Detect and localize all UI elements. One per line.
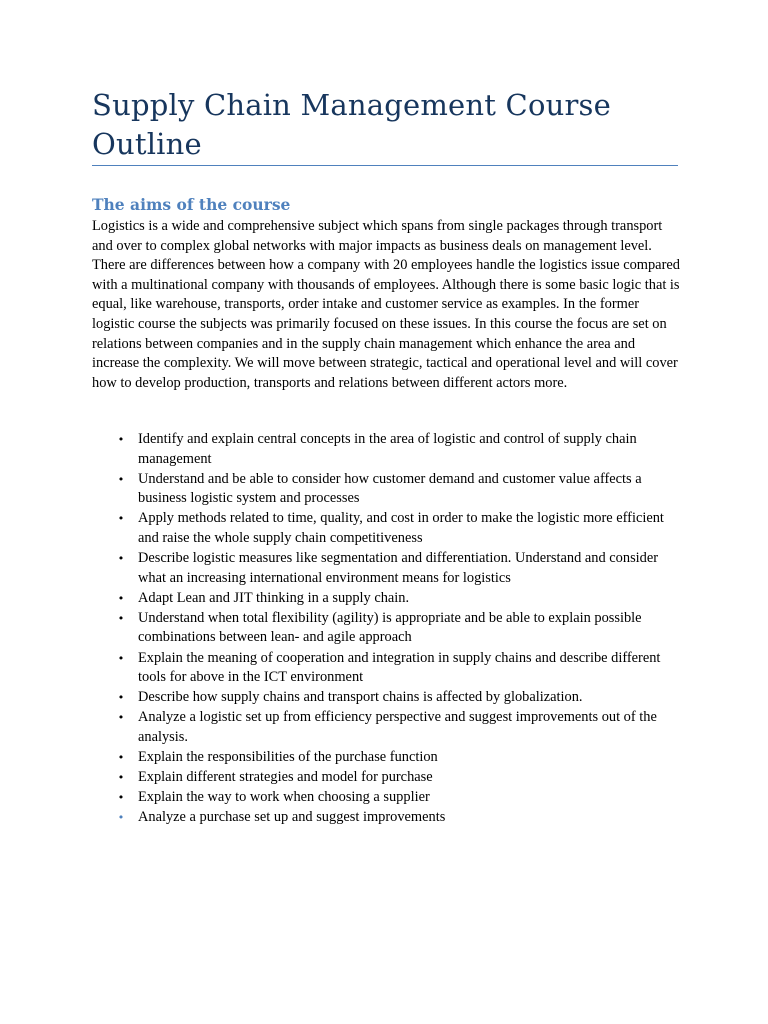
aim-item [92, 589, 682, 609]
aim-text: Explain different strategies and model for purchase [138, 769, 433, 786]
bullet-icon: • [117, 611, 125, 625]
aim-item [92, 808, 682, 828]
bullet-icon: • [117, 651, 125, 665]
aim-text: Adapt Lean and JIT thinking in a supply chain. [138, 589, 410, 606]
aim-item [92, 788, 682, 808]
bullet-icon: • [117, 591, 125, 605]
bullet-icon: • [117, 771, 125, 785]
aim-text: Describe how supply chains and transport chains is affected by globalization. [138, 689, 583, 706]
bullet-icon: • [117, 552, 125, 566]
aim-text: Identify and explain central concepts in the area of logistic and control of supply chain management [138, 431, 637, 467]
aim-item [92, 509, 682, 548]
title-divider [92, 165, 678, 166]
aim-item [92, 688, 682, 708]
bullet-icon: • [117, 811, 125, 825]
aim-text: Analyze a purchase set up and suggest improvements [138, 809, 446, 826]
aim-text: Explain the meaning of cooperation and integration in supply chains and describe different tools for above in the ICT environment [138, 649, 661, 686]
aim-text: Analyze a logistic set up from efficiency perspective and suggest improvements out of the analysis. [138, 709, 657, 745]
aim-item [92, 470, 682, 509]
aim-item [92, 609, 682, 648]
aim-text: Apply methods related to time, quality, and cost in order to make the logistic more efficient and raise the whole supply chain competitiveness [138, 510, 664, 546]
document-title: Supply Chain Management Course Outline [92, 88, 611, 161]
bullet-icon: • [117, 691, 125, 705]
aim-text: Understand when total flexibility (agility) is appropriate and be able to explain possible combinations between lean- and agile approach [138, 609, 642, 646]
intro-paragraph: Logistics is a wide and comprehensive subject which spans from single packages through transport and over to complex global networks with major impacts as business deals on management level. There are differences between how a company with 20 employees handle the logistics issue compared with a multinational company with thousands of employees. Although there is some basic logic that is equal, like warehouse, transports, order intake and customer service as examples. In the former logistic course the subjects was primarily focused on these issues. In this course the focus are set on relations between companies and in the supply chain management which enhance the area and increase the complexity. We will move between strategic, tactical and operational level and will cover how to develop production, transports and relations between different actors more. [92, 218, 680, 391]
aim-item [92, 549, 682, 588]
aim-item [92, 649, 682, 688]
aim-text: Understand and be able to consider how customer demand and customer value affects a business logistic system and processes [138, 470, 642, 507]
bullet-icon: • [117, 751, 125, 764]
aim-text: Describe logistic measures like segmentation and differentiation. Understand and consider what an increasing international environment means for logistics [138, 550, 659, 586]
bullet-icon: • [117, 791, 125, 805]
aim-item [92, 748, 682, 768]
aim-text: Explain the way to work when choosing a supplier [138, 789, 430, 806]
bullet-icon: • [117, 472, 125, 486]
aims-list [92, 430, 682, 828]
aim-text: Explain the responsibilities of the purchase function [138, 749, 438, 765]
bullet-icon: • [117, 512, 125, 526]
bullet-icon: • [117, 433, 125, 446]
aim-item [92, 708, 682, 747]
bullet-icon: • [117, 711, 125, 725]
aim-item [92, 430, 682, 469]
aim-item [92, 768, 682, 788]
section-heading: The aims of the course [92, 195, 291, 214]
